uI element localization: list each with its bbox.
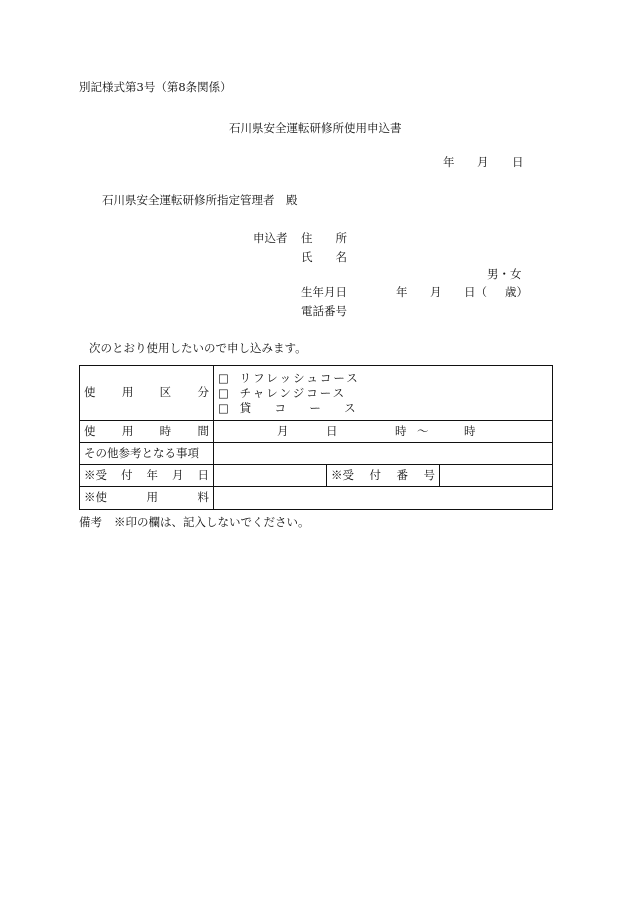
name-label-char: 氏 — [301, 250, 313, 264]
label-char: ※受 — [84, 467, 107, 482]
label-char: 時 — [159, 423, 172, 438]
label-char: 用 — [146, 490, 158, 505]
label-char: 用 — [121, 385, 134, 400]
reception-row — [80, 465, 553, 487]
label-char: 年 — [146, 467, 158, 482]
label-char: 月 — [172, 467, 184, 482]
checkbox[interactable]: □ — [218, 400, 229, 415]
course-label: リフレッシュコース — [239, 370, 360, 385]
fee-row — [80, 487, 553, 510]
age-label: 歳） — [505, 285, 528, 299]
label-char: 番 — [396, 467, 408, 482]
label-char: 付 — [369, 467, 381, 482]
birth-date-label: 生年月日 — [301, 285, 347, 299]
birth-day-label: 日（ — [464, 285, 487, 299]
usage-time-field[interactable] — [214, 421, 553, 443]
label-char: ※使 — [84, 490, 107, 505]
reception-date-label — [80, 465, 214, 487]
label-char: 間 — [197, 423, 209, 438]
label-char: 日 — [197, 467, 209, 482]
reception-number-label — [327, 465, 440, 487]
name-label-char: 名 — [335, 250, 347, 264]
date-day-label: 日 — [512, 155, 524, 169]
addressee: 石川県安全運転研修所指定管理者 殿 — [102, 193, 298, 207]
label-char: 号 — [423, 467, 435, 482]
date-month-label: 月 — [477, 155, 489, 169]
address-label-char: 住 — [301, 231, 313, 245]
address-label — [301, 233, 347, 245]
course-option-rental[interactable] — [218, 401, 548, 416]
other-notes-row — [80, 443, 553, 465]
label-char: 用 — [121, 423, 134, 438]
address-label-char: 所 — [335, 231, 347, 245]
reception-date-field[interactable] — [214, 465, 327, 487]
remarks-label: 備考 — [79, 515, 102, 529]
form-number: 別記様式第3号（第8条関係） — [79, 80, 232, 94]
label-char: 貸 — [239, 400, 252, 415]
birth-month-label: 月 — [430, 285, 442, 299]
label-char: 料 — [197, 490, 209, 505]
label-char: 区 — [159, 385, 172, 400]
time-month: 月 — [277, 423, 289, 438]
course-label — [240, 401, 356, 416]
time-hour-from: 時 — [395, 423, 407, 438]
fee-field[interactable] — [214, 487, 553, 510]
intro-text: 次のとおり使用したいので申し込みます。 — [89, 341, 307, 355]
label-char: 分 — [197, 385, 209, 400]
remarks-text: ※印の欄は、記入しないでください。 — [114, 515, 310, 529]
reception-number-field[interactable] — [440, 465, 553, 487]
birth-year-label: 年 — [396, 285, 408, 299]
course-option-refresh[interactable] — [218, 371, 548, 386]
label-char: ※受 — [331, 467, 354, 482]
label-char: ー — [309, 400, 321, 415]
usage-category-label — [80, 366, 214, 421]
usage-category-row — [80, 366, 553, 421]
form-title: 石川県安全運転研修所使用申込書 — [229, 121, 402, 135]
usage-time-row — [80, 421, 553, 443]
gender-selector: 男・女 — [487, 267, 522, 281]
label-char: コ — [274, 400, 286, 415]
label-char: 使 — [84, 385, 96, 400]
label-char: ス — [344, 400, 356, 415]
course-label: チャレンジコース — [239, 385, 347, 400]
label-char: 付 — [121, 467, 133, 482]
time-day: 日 — [326, 423, 338, 438]
usage-time-label — [80, 421, 214, 443]
label-char: 使 — [84, 423, 96, 438]
other-notes-field[interactable] — [214, 443, 553, 465]
time-tilde: ～ — [417, 423, 429, 438]
date-year-label: 年 — [443, 155, 455, 169]
other-notes-label: その他参考となる事項 — [80, 443, 214, 465]
application-table — [79, 365, 553, 510]
checkbox[interactable]: □ — [218, 370, 229, 385]
course-options — [214, 366, 553, 421]
name-label — [301, 252, 347, 264]
fee-label — [80, 487, 214, 510]
time-hour-to: 時 — [464, 423, 476, 438]
applicant-heading: 申込者 — [253, 231, 288, 245]
phone-label: 電話番号 — [301, 304, 347, 318]
course-option-challenge[interactable] — [218, 386, 548, 401]
checkbox[interactable]: □ — [218, 385, 229, 400]
